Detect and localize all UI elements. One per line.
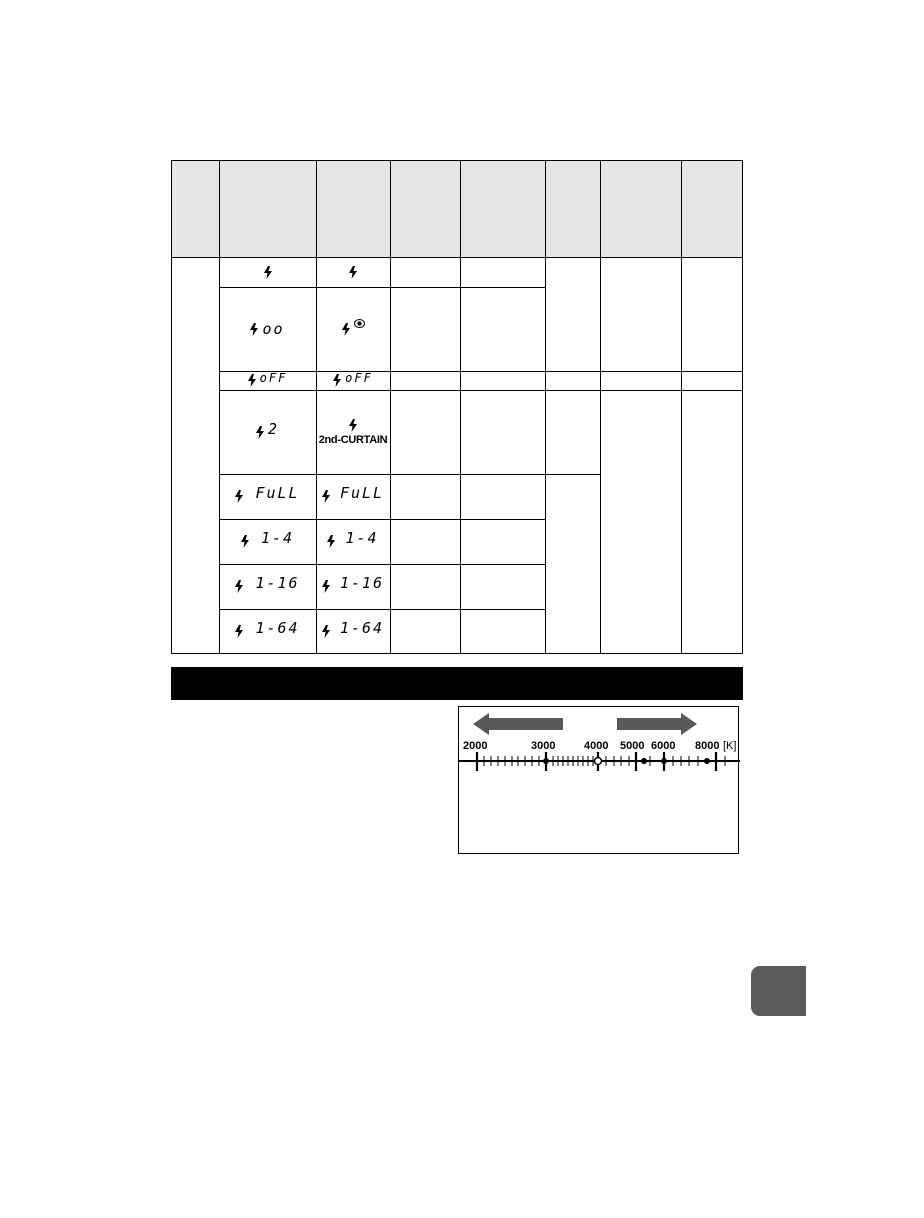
full-segment: FuLL	[255, 484, 300, 502]
viewfinder-full-cell	[316, 474, 390, 519]
color-temperature-diagram	[458, 706, 739, 854]
viewfinder-flash-cell	[316, 257, 390, 287]
scale-label-3000: 3000	[531, 740, 556, 752]
flash-mode-table	[171, 160, 743, 654]
viewfinder-sixteenth-cell	[316, 564, 390, 609]
viewfinder-red-eye-cell	[316, 287, 390, 371]
eye-icon	[354, 319, 365, 328]
sixteenth-segment: 1-16	[255, 574, 300, 592]
flash-bolt-icon	[235, 490, 243, 503]
scale-label-5000: 5000	[620, 740, 645, 752]
manual-full-cell	[219, 474, 316, 519]
marker-8000	[704, 758, 710, 764]
marker-5000	[641, 758, 647, 764]
marker-4000	[595, 758, 602, 765]
marker-6000	[661, 758, 667, 764]
flash-bolt-icon	[322, 625, 330, 638]
second-curtain-cell	[219, 390, 316, 474]
manual-sixteenth-cell	[219, 564, 316, 609]
viewfinder-quarter-cell	[316, 519, 390, 564]
scale-label-6000: 6000	[651, 740, 676, 752]
scale-label-2000: 2000	[463, 740, 488, 752]
flash-bolt-icon	[248, 374, 256, 387]
arrow-left-icon	[473, 713, 563, 735]
scale-label-4000: 4000	[584, 740, 609, 752]
off-segment: oFF	[345, 370, 373, 385]
flash-mode-cell	[219, 257, 316, 287]
flash-bolt-icon	[264, 266, 272, 279]
second-curtain-segment: 2	[267, 419, 280, 438]
flash-bolt-icon	[322, 580, 330, 593]
manual-quarter-cell	[219, 519, 316, 564]
quarter-segment: 1-4	[345, 529, 379, 547]
color-temperature-scale	[459, 707, 740, 855]
flash-bolt-icon	[250, 323, 258, 336]
viewfinder-second-curtain-cell	[316, 390, 390, 474]
quarter-segment: 1-4	[260, 529, 295, 547]
manual-sixty-fourth-cell	[219, 609, 316, 653]
flash-bolt-icon	[322, 490, 330, 503]
scale-unit: [K]	[723, 740, 737, 752]
sixteenth-segment: 1-16	[339, 574, 385, 592]
flash-bolt-icon	[256, 426, 264, 439]
full-segment: FuLL	[339, 484, 385, 502]
table-header	[171, 160, 743, 257]
sixty-fourth-segment: 1-64	[255, 618, 300, 637]
viewfinder-sixty-fourth-cell	[316, 609, 390, 653]
second-curtain-label: 2nd-CURTAIN	[318, 433, 388, 446]
flash-bolt-icon	[327, 535, 335, 548]
off-segment: oFF	[259, 370, 288, 385]
flash-bolt-icon	[235, 625, 243, 638]
flash-bolt-icon	[333, 374, 341, 387]
flash-bolt-icon	[241, 535, 249, 548]
section-heading-bar	[171, 667, 743, 700]
red-eye-segment: oo	[262, 319, 285, 338]
flash-bolt-icon	[349, 266, 357, 279]
sixty-fourth-segment: 1-64	[339, 618, 385, 637]
flash-bolt-icon	[349, 419, 357, 432]
red-eye-mode-cell	[219, 287, 316, 371]
arrow-right-icon	[617, 713, 697, 735]
scale-label-8000: 8000	[695, 740, 720, 752]
flash-bolt-icon	[235, 580, 243, 593]
flash-bolt-icon	[342, 323, 350, 336]
marker-3000	[543, 758, 549, 764]
chapter-thumb-tab	[751, 966, 806, 1016]
flash-off-cell	[219, 371, 316, 390]
viewfinder-off-cell	[316, 371, 390, 390]
